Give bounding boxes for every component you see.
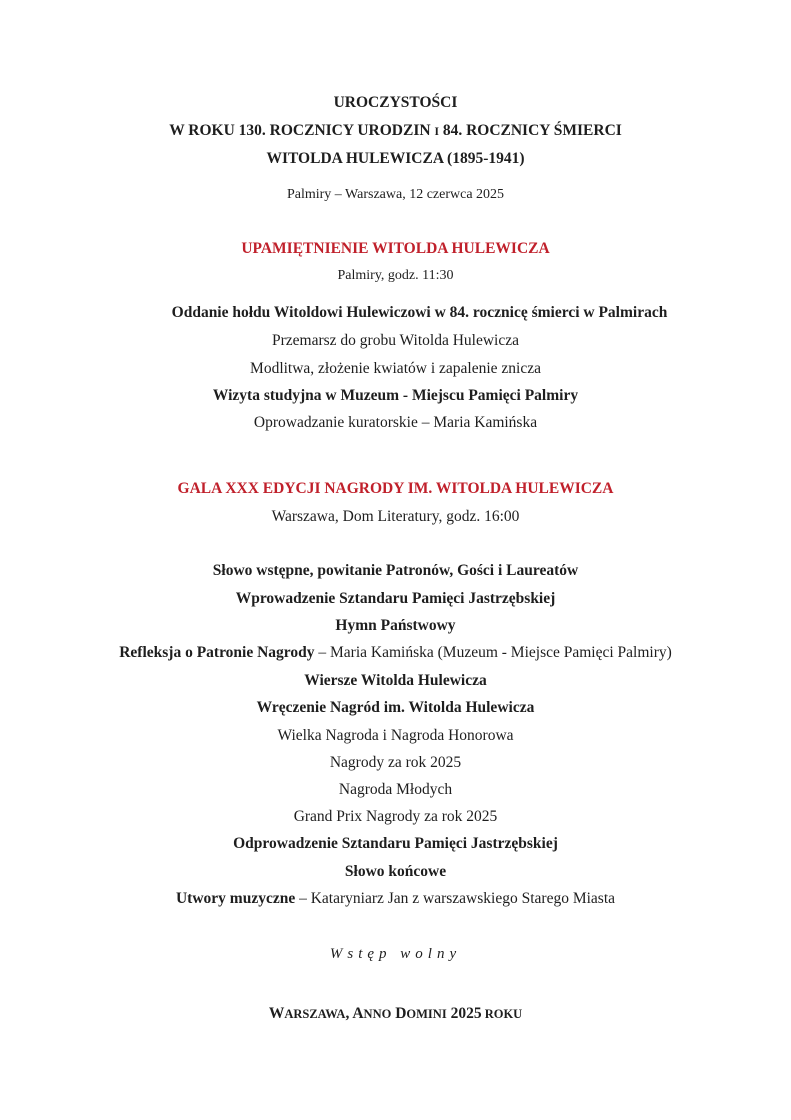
footer-place-year [0,1004,791,1024]
section2-item-6 [0,698,791,718]
item-text: Przemarsz do grobu Witolda Hulewicza [271,332,519,349]
title-text: WITOLDA HULEWICZA (1895-1941) [266,150,525,167]
item-text: Wręczenie Nagród im. Witolda Hulewicza [256,699,535,716]
title-line-1 [0,93,791,113]
section1-subheading [0,266,791,286]
section2-item-9 [0,780,791,800]
item-text: Wiersze Witolda Hulewicza [304,672,487,689]
item-text: Modlitwa, złożenie kwiatów i zapalenie znicza [250,360,541,377]
item-text: Oddanie hołdu Witoldowi Hulewiczowi w 84. rocznicę śmierci w Palmirach [171,304,668,321]
section2-item-11 [0,834,791,854]
title-text: UROCZYSTOŚCI [333,94,458,111]
section1-item-2 [0,331,791,351]
title-line-3 [0,149,791,169]
section1-item-5 [0,413,791,433]
entry-note-text: Wstęp wolny [329,946,462,962]
title-connector: I [434,126,439,138]
footer-text: 2025 [446,1005,482,1022]
item-text-bold: Refleksja o Patronie Nagrody [119,644,315,661]
section2-item-2 [0,589,791,609]
section1-item-4 [0,386,791,406]
item-text-bold: Utwory muzyczne [175,890,296,907]
footer-text: ARSZAWA [284,1007,346,1021]
title-text-part1: W ROKU 130. ROCZNICY URODZIN [169,122,431,139]
section1-subheading-text: Palmiry, godz. 11:30 [337,268,454,283]
place-date-text: Palmiry – Warszawa, 12 czerwca 2025 [286,187,505,202]
item-text: Oprowadzanie kuratorskie – Maria Kamińska [253,414,538,431]
footer-text: , A [345,1005,364,1022]
section2-item-8 [0,753,791,773]
section2-heading [0,479,791,499]
item-text: Wielka Nagroda i Nagroda Honorowa [277,727,514,744]
section2-heading-text: GALA XXX EDYCJI NAGRODY IM. WITOLDA HULEWICZA [177,480,614,497]
footer-text: ROKU [481,1007,523,1021]
title-line-2 [0,121,791,142]
title-text-part2: 84. ROCZNICY ŚMIERCI [442,122,622,139]
footer-text: W [268,1005,285,1022]
section2-item-7 [0,726,791,746]
item-text: Wizyta studyjna w Muzeum - Miejscu Pamięci Palmiry [212,387,579,404]
section2-item-4 [0,643,791,663]
section2-item-13 [0,889,791,909]
item-text: Nagroda Młodych [338,781,453,798]
item-text: Grand Prix Nagrody za rok 2025 [293,808,498,825]
item-text: Nagrody za rok 2025 [329,754,462,771]
section1-item-1 [24,303,791,323]
section1-heading-text: UPAMIĘTNIENIE WITOLDA HULEWICZA [241,240,550,257]
place-date [0,185,791,205]
item-text-rest: – Kataryniarz Jan z warszawskiego Starego Miasta [295,890,616,907]
item-text: Wprowadzenie Sztandaru Pamięci Jastrzębskiej [235,590,556,607]
item-text: Słowo końcowe [344,863,447,880]
section2-item-10 [0,807,791,827]
section1-heading [0,239,791,259]
item-text-rest: – Maria Kamińska (Muzeum - Miejsce Pamięci Palmiry) [314,644,672,661]
item-text: Hymn Państwowy [335,617,456,634]
section2-item-12 [0,862,791,882]
item-text: Słowo wstępne, powitanie Patronów, Gości i Laureatów [212,562,579,579]
section2-item-3 [0,616,791,636]
footer-text: OMINI [406,1007,447,1021]
footer-text: D [391,1005,407,1022]
section2-item-5 [0,671,791,691]
item-text: Odprowadzenie Sztandaru Pamięci Jastrzębskiej [233,835,558,852]
entry-note [0,944,791,964]
section1-item-3 [0,359,791,379]
footer-text: NNO [363,1007,392,1021]
section2-subheading-text: Warszawa, Dom Literatury, godz. 16:00 [271,508,520,525]
section2-item-1 [0,561,791,581]
section2-subheading [0,507,791,527]
